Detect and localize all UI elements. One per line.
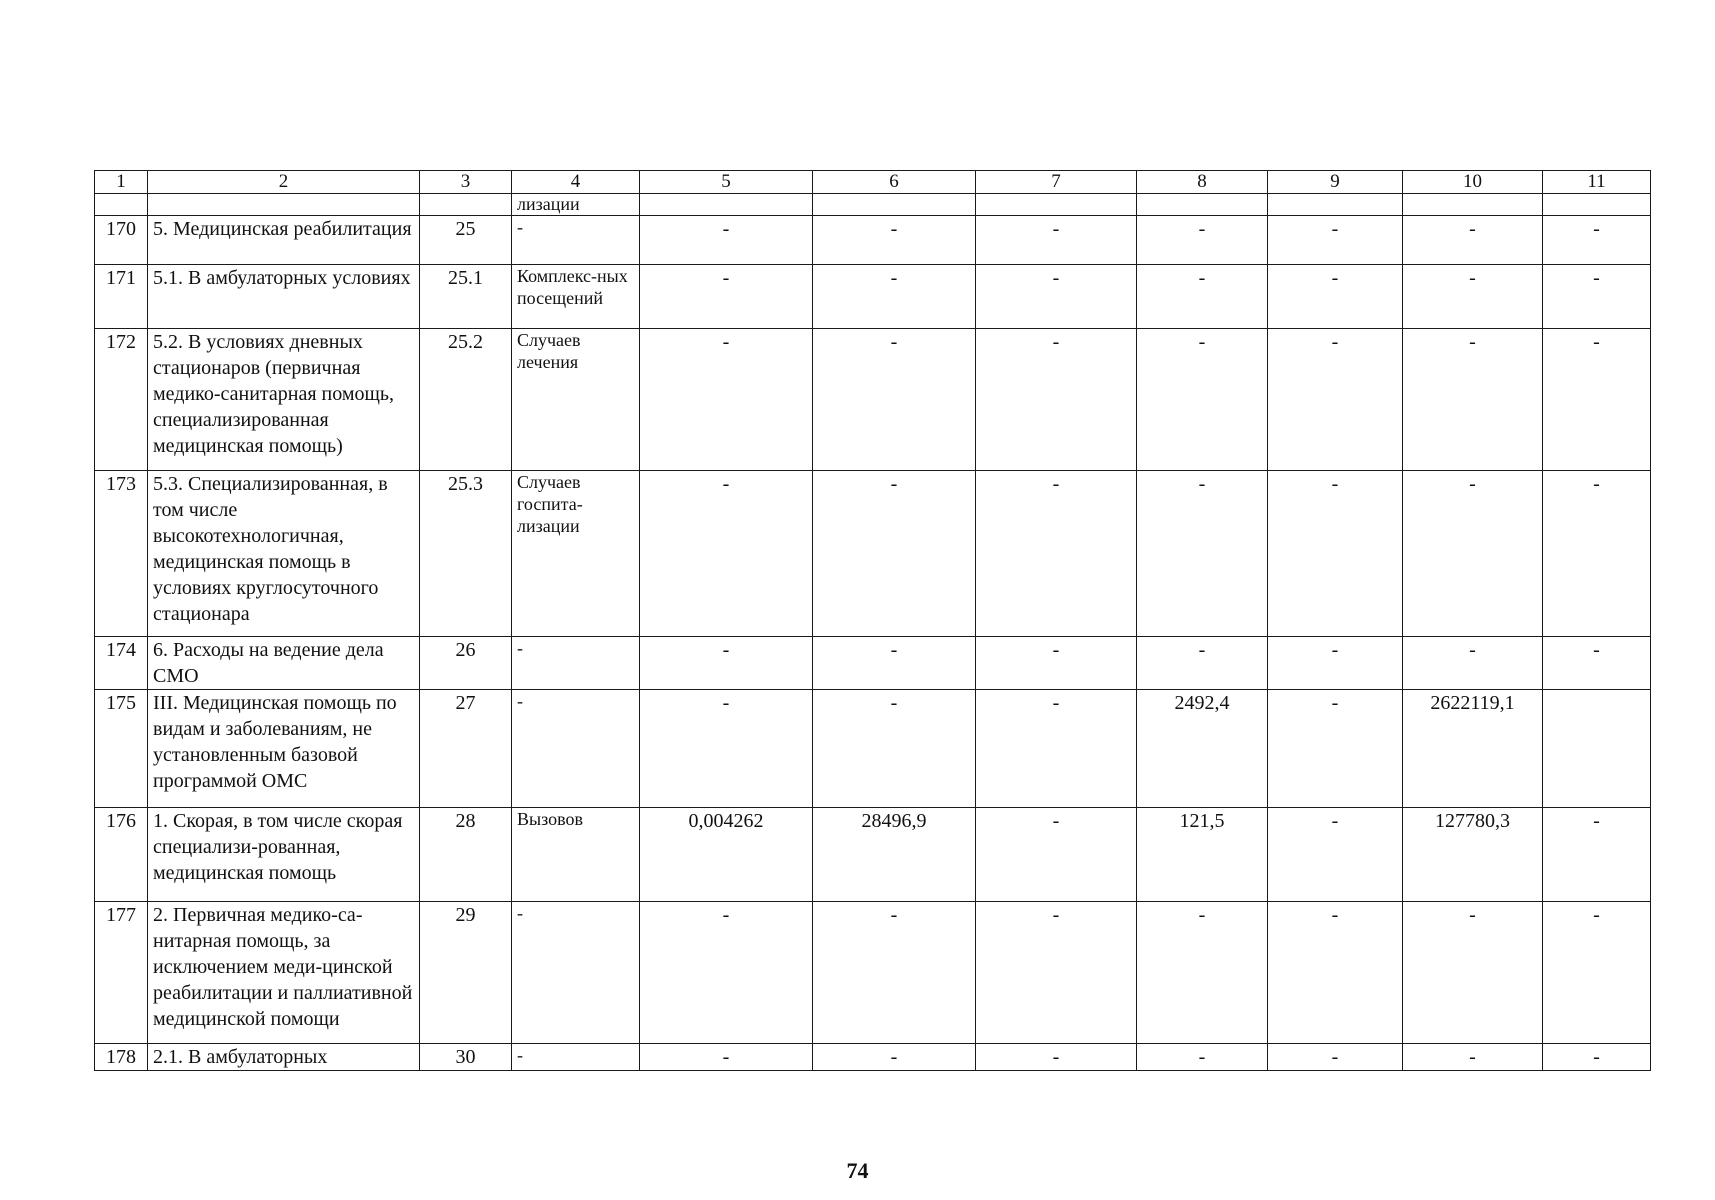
table-cell: 0,004262 (640, 808, 813, 902)
table-cell: 28496,9 (813, 808, 976, 902)
table-cell: Случаев госпита-лизации (512, 471, 640, 637)
table-cell (640, 194, 813, 216)
table-cell: - (1137, 1044, 1268, 1071)
table-cell: 5.2. В условиях дневных стационаров (первичная медико-санитарная помощь, специализированная медицинская помощь) (148, 329, 420, 471)
table-row (95, 637, 1651, 690)
table-cell: 170 (95, 216, 148, 265)
table-body (95, 171, 1651, 1071)
header-cell: 11 (1543, 171, 1651, 194)
table-cell: - (976, 265, 1137, 329)
table-cell: - (1543, 471, 1651, 637)
table-cell (1268, 194, 1403, 216)
table-cell: - (976, 216, 1137, 265)
header-cell: 6 (813, 171, 976, 194)
table-cell (1543, 690, 1651, 808)
table-row (95, 194, 1651, 216)
table-cell (95, 194, 148, 216)
table-cell: III. Медицинская помощь по видам и заболеваниям, не установленным базовой программой ОМС (148, 690, 420, 808)
table-cell: - (813, 690, 976, 808)
header-cell: 1 (95, 171, 148, 194)
table-cell: - (1403, 1044, 1543, 1071)
header-cell: 7 (976, 171, 1137, 194)
table-cell: - (640, 216, 813, 265)
table-cell: 1. Скорая, в том числе скорая специализи-рованная, медицинская помощь (148, 808, 420, 902)
header-cell: 8 (1137, 171, 1268, 194)
table-cell (1543, 194, 1651, 216)
table-cell: 127780,3 (1403, 808, 1543, 902)
table-row (95, 329, 1651, 471)
table-cell: - (640, 637, 813, 690)
table-cell: - (1543, 216, 1651, 265)
table-cell: - (1543, 808, 1651, 902)
table-cell: - (1268, 329, 1403, 471)
table-cell: 27 (420, 690, 512, 808)
table-cell: - (1403, 471, 1543, 637)
table-cell: - (1137, 329, 1268, 471)
data-table (94, 170, 1651, 1071)
table-cell: - (976, 329, 1137, 471)
table-cell: Комплекс-ных посещений (512, 265, 640, 329)
table-cell: - (1543, 902, 1651, 1044)
table-cell (1403, 194, 1543, 216)
table-cell: - (1268, 216, 1403, 265)
table-cell: - (813, 637, 976, 690)
table-cell: Случаев лечения (512, 329, 640, 471)
header-cell: 4 (512, 171, 640, 194)
table-cell: 174 (95, 637, 148, 690)
table-cell (976, 194, 1137, 216)
table-cell: - (1268, 690, 1403, 808)
table-row (95, 216, 1651, 265)
table-cell: - (976, 902, 1137, 1044)
table-cell: - (640, 690, 813, 808)
table-cell (813, 194, 976, 216)
table-cell: 6. Расходы на ведение дела СМО (148, 637, 420, 690)
table-cell: - (512, 637, 640, 690)
table-cell: 28 (420, 808, 512, 902)
table-cell: - (976, 808, 1137, 902)
table-cell: 25.1 (420, 265, 512, 329)
table-cell: - (1543, 265, 1651, 329)
table-cell: - (640, 471, 813, 637)
table-cell: 2492,4 (1137, 690, 1268, 808)
table-cell: 176 (95, 808, 148, 902)
header-cell: 3 (420, 171, 512, 194)
table-cell: - (1403, 637, 1543, 690)
page-number: 74 (846, 1158, 869, 1183)
table-cell: - (1268, 471, 1403, 637)
table-cell: - (1137, 471, 1268, 637)
table-cell: - (976, 471, 1137, 637)
table-cell: 29 (420, 902, 512, 1044)
table-cell: 2. Первичная медико-са-нитарная помощь, за исключением меди-цинской реабилитации и паллиативной медицинской помощи (148, 902, 420, 1044)
table-cell (148, 194, 420, 216)
table-cell: - (512, 1044, 640, 1071)
table-cell: - (1268, 808, 1403, 902)
table-cell: 5.1. В амбулаторных условиях (148, 265, 420, 329)
table-cell: - (640, 902, 813, 1044)
header-cell: 2 (148, 171, 420, 194)
table-cell: 178 (95, 1044, 148, 1071)
table-cell: - (640, 329, 813, 471)
table-row (95, 1044, 1651, 1071)
table-cell: - (512, 902, 640, 1044)
table-row (95, 471, 1651, 637)
table-cell (420, 194, 512, 216)
header-row (95, 171, 1651, 194)
table-cell: 25 (420, 216, 512, 265)
table-cell: - (1268, 265, 1403, 329)
table-cell: 25.3 (420, 471, 512, 637)
table-cell: 171 (95, 265, 148, 329)
table-cell: 175 (95, 690, 148, 808)
table-cell: - (1137, 216, 1268, 265)
table-cell: - (1403, 329, 1543, 471)
table-cell: - (1543, 1044, 1651, 1071)
table-row (95, 265, 1651, 329)
table-row (95, 690, 1651, 808)
table-row (95, 808, 1651, 902)
table-cell (1137, 194, 1268, 216)
table-cell: 25.2 (420, 329, 512, 471)
header-cell: 10 (1403, 171, 1543, 194)
table-cell: - (512, 216, 640, 265)
table-cell: 2.1. В амбулаторных (148, 1044, 420, 1071)
table-cell: - (1268, 902, 1403, 1044)
table-cell: 172 (95, 329, 148, 471)
table-cell: - (813, 902, 976, 1044)
table-cell: - (1403, 216, 1543, 265)
table-cell: 173 (95, 471, 148, 637)
table-cell: - (1268, 1044, 1403, 1071)
table-cell: - (640, 265, 813, 329)
table-cell: - (976, 637, 1137, 690)
table-cell: 30 (420, 1044, 512, 1071)
table-cell: - (1403, 265, 1543, 329)
header-cell: 5 (640, 171, 813, 194)
table-cell: 121,5 (1137, 808, 1268, 902)
table-cell: - (1268, 637, 1403, 690)
header-cell: 9 (1268, 171, 1403, 194)
table-cell: лизации (512, 194, 640, 216)
table-cell: - (813, 265, 976, 329)
table-cell: 2622119,1 (1403, 690, 1543, 808)
table-cell: 5. Медицинская реабилитация (148, 216, 420, 265)
table-cell: - (976, 690, 1137, 808)
table-cell: - (813, 1044, 976, 1071)
table-cell: - (640, 1044, 813, 1071)
table-cell: - (1137, 265, 1268, 329)
table-cell: - (813, 329, 976, 471)
table-cell: - (1137, 902, 1268, 1044)
table-cell: - (1137, 637, 1268, 690)
table-cell: Вызовов (512, 808, 640, 902)
table-cell: - (813, 216, 976, 265)
table-cell: - (1403, 902, 1543, 1044)
table-cell: - (1543, 637, 1651, 690)
table-cell: 26 (420, 637, 512, 690)
table-cell: - (512, 690, 640, 808)
table-cell: - (813, 471, 976, 637)
table-cell: 5.3. Специализированная, в том числе высокотехнологичная, медицинская помощь в условиях круглосуточного стационара (148, 471, 420, 637)
table-cell: - (976, 1044, 1137, 1071)
table-cell: 177 (95, 902, 148, 1044)
table-row (95, 902, 1651, 1044)
table-cell: - (1543, 329, 1651, 471)
